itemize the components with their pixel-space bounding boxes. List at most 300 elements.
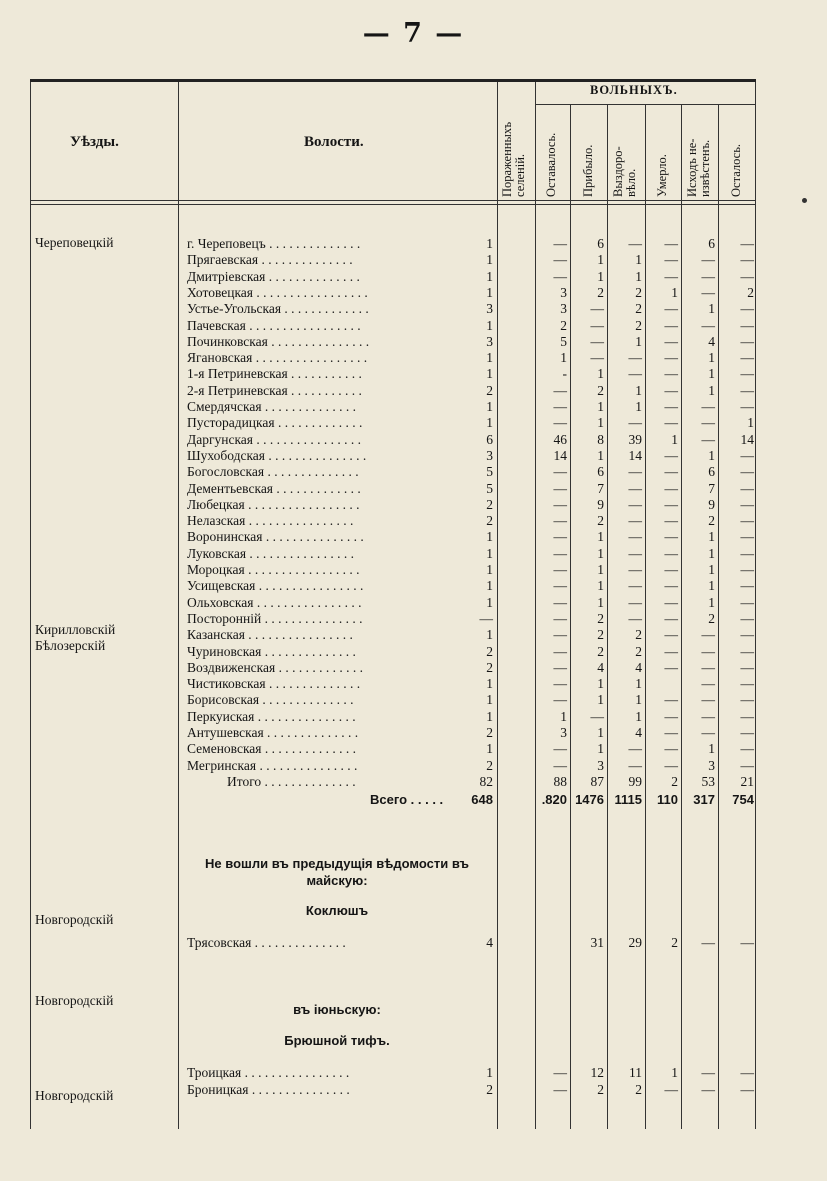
table-cell: 1 [486, 708, 493, 724]
table-cell: — [628, 757, 642, 773]
table-cell: 1 [635, 708, 642, 724]
table-cell: 1 [597, 741, 604, 757]
table-row [30, 415, 756, 431]
table-cell: 2 [486, 757, 493, 773]
table-cell: — [664, 692, 678, 708]
table-cell: 2 [560, 317, 567, 333]
header-subrule [535, 104, 756, 105]
volost-name: Итого . . . . . . . . . . . . . . [227, 773, 356, 789]
table-cell: 3 [597, 757, 604, 773]
table-cell: 6 [708, 236, 715, 251]
table-cell: 5 [560, 333, 567, 349]
volost-name: Воронинская . . . . . . . . . . . . . . . [187, 529, 364, 545]
table-cell: 1 [597, 529, 604, 545]
table-cell: — [701, 1082, 715, 1097]
table-cell: 1 [597, 692, 604, 708]
table-row [30, 366, 756, 382]
table-cell: 1476 [575, 792, 604, 808]
volost-name: Чистиковская . . . . . . . . . . . . . . [187, 676, 361, 692]
table-cell: — [740, 725, 754, 740]
table-cell: 1 [486, 236, 493, 251]
table-cell: 2 [635, 317, 642, 333]
table-cell: — [740, 659, 754, 675]
table-row [30, 644, 756, 660]
table-cell: 2 [486, 643, 493, 659]
table-cell: 1 [747, 415, 754, 431]
volost-name: Устье-Угольская . . . . . . . . . . . . . [187, 301, 369, 317]
table-cell: — [553, 562, 567, 577]
table-cell: 53 [701, 773, 715, 789]
table-cell: 1 [671, 284, 678, 300]
table-cell: — [664, 333, 678, 349]
table-cell: — [590, 317, 604, 333]
table-cell: — [664, 480, 678, 496]
table-cell: — [664, 350, 678, 366]
table-cell: — [628, 415, 642, 431]
table-row [30, 792, 756, 808]
table-cell: — [590, 301, 604, 317]
table-row [30, 269, 756, 285]
table-cell: — [701, 643, 715, 659]
table-cell: 1 [635, 382, 642, 398]
table-cell: 1 [486, 415, 493, 431]
volost-name: Борисовская . . . . . . . . . . . . . . [187, 692, 354, 708]
table-cell: — [740, 252, 754, 268]
table-cell: — [701, 659, 715, 675]
section-title-june: въ іюньскую: [293, 1002, 381, 1017]
table-cell: — [628, 741, 642, 757]
table-cell: — [590, 333, 604, 349]
table-row [30, 660, 756, 676]
uezd-novgorodsky: Новгородскій [35, 912, 114, 927]
table-cell: 1 [560, 350, 567, 366]
table-cell: 2 [635, 627, 642, 643]
table-cell: — [701, 1065, 715, 1080]
volost-name: Ольховская . . . . . . . . . . . . . . . . [187, 594, 362, 610]
table-cell: — [664, 464, 678, 480]
table-row [30, 546, 756, 562]
table-cell: 12 [590, 1065, 604, 1080]
disease-title-koklyush: Коклюшъ [305, 903, 369, 918]
volost-name: Троицкая . . . . . . . . . . . . . . . . [187, 1065, 350, 1080]
volost-name: Прягаевская . . . . . . . . . . . . . . [187, 252, 353, 268]
table-cell: — [701, 708, 715, 724]
table-cell: — [740, 708, 754, 724]
table-cell: 2 [671, 935, 678, 950]
table-cell: — [553, 464, 567, 480]
table-cell: — [740, 317, 754, 333]
table-cell: — [740, 366, 754, 382]
table-cell: — [740, 741, 754, 757]
table-cell: — [664, 741, 678, 757]
table-cell: — [740, 350, 754, 366]
table-cell: — [664, 529, 678, 545]
header-porazhennykh: Пораженныхъ селеній. [500, 121, 527, 197]
table-cell: 1 [708, 545, 715, 561]
table-cell: 2 [597, 513, 604, 529]
table-cell: — [553, 610, 567, 626]
table-cell: 7 [597, 480, 604, 496]
table-cell: — [740, 513, 754, 529]
table-cell: 14 [628, 447, 642, 463]
volost-name: Чуриновская . . . . . . . . . . . . . . [187, 643, 356, 659]
table-cell: — [740, 643, 754, 659]
table-cell: 1 [486, 692, 493, 708]
volost-name: Броницкая . . . . . . . . . . . . . . . [187, 1082, 350, 1097]
volost-name: Даргунская . . . . . . . . . . . . . . . . [187, 431, 362, 447]
volost-name: Усищевская . . . . . . . . . . . . . . . . [187, 578, 364, 594]
volost-name: Дементьевская . . . . . . . . . . . . . [187, 480, 361, 496]
table-cell: — [740, 935, 754, 950]
table-cell: 3 [560, 301, 567, 317]
table-cell: — [628, 610, 642, 626]
table-cell: 2 [597, 610, 604, 626]
table-cell: — [664, 382, 678, 398]
volost-name: Пачевская . . . . . . . . . . . . . . . . . [187, 317, 361, 333]
table-cell: 4 [635, 659, 642, 675]
table-cell: — [553, 529, 567, 545]
table-cell: — [701, 268, 715, 284]
table-cell: — [664, 757, 678, 773]
volost-name: Шухободская . . . . . . . . . . . . . . . [187, 447, 367, 463]
table-cell: — [740, 578, 754, 594]
table-cell: — [664, 447, 678, 463]
table-cell: 1 [486, 594, 493, 610]
table-cell: — [664, 578, 678, 594]
table-cell: 4 [708, 333, 715, 349]
table-cell: — [553, 594, 567, 610]
table-cell: 2 [486, 725, 493, 740]
table-row [30, 399, 756, 415]
table-cell: 1 [708, 529, 715, 545]
table-cell: 1 [597, 676, 604, 692]
table-cell: — [740, 268, 754, 284]
table-cell: 1 [635, 399, 642, 414]
table-cell: — [701, 431, 715, 447]
table-cell: 1 [635, 676, 642, 692]
table-cell: 1 [486, 350, 493, 366]
table-cell: — [664, 317, 678, 333]
table-cell: 2 [486, 382, 493, 398]
table-cell: 1 [597, 268, 604, 284]
table-cell: — [701, 317, 715, 333]
table-row [30, 529, 756, 545]
header-uezdy: Уѣзды. [70, 134, 119, 150]
table-cell: — [740, 529, 754, 545]
table-cell: — [664, 725, 678, 740]
volost-name: Посторонній . . . . . . . . . . . . . . . [187, 610, 363, 626]
table-cell: — [553, 480, 567, 496]
table-cell: — [628, 350, 642, 366]
table-cell: 3 [486, 447, 493, 463]
table-cell: — [553, 643, 567, 659]
table-cell: 1 [708, 366, 715, 382]
table-cell: — [740, 447, 754, 463]
table-row [30, 611, 756, 627]
table-cell: — [553, 741, 567, 757]
table-cell: 1 [708, 741, 715, 757]
volost-name: Ягановская . . . . . . . . . . . . . . . . . [187, 350, 368, 366]
volost-name: Мороцкая . . . . . . . . . . . . . . . . . [187, 562, 360, 577]
table-cell: 6 [597, 464, 604, 480]
table-row [30, 497, 756, 513]
table-cell: 8 [597, 431, 604, 447]
table-row [30, 432, 756, 448]
header-volnykh: ВОЛЬНЫХЪ. [590, 83, 678, 97]
table-row [30, 236, 756, 252]
table-cell: — [740, 236, 754, 251]
table-cell: 1 [486, 627, 493, 643]
table-cell: — [740, 399, 754, 414]
table-cell: — [701, 627, 715, 643]
table-row [30, 252, 756, 268]
table-cell: — [590, 350, 604, 366]
table-cell: — [553, 236, 567, 251]
volost-name: Починковская . . . . . . . . . . . . . . . [187, 333, 370, 349]
table-row [30, 464, 756, 480]
uezd-belozersky: Бѣлозерскій [35, 638, 106, 653]
table-top-rule [30, 79, 756, 82]
table-row [30, 481, 756, 497]
table-row [30, 383, 756, 399]
table-cell: 1 [597, 594, 604, 610]
table-cell: — [701, 284, 715, 300]
table-cell: 1 [635, 333, 642, 349]
ink-dot [802, 198, 807, 203]
table-cell: 1 [708, 594, 715, 610]
table-cell: 2 [486, 496, 493, 512]
table-cell: — [553, 252, 567, 268]
table-cell: — [553, 627, 567, 643]
table-cell: — [740, 610, 754, 626]
header-ostalos: Осталось. [729, 143, 743, 197]
table-cell: 1 [597, 399, 604, 414]
table-cell: — [553, 513, 567, 529]
table-cell: 21 [740, 773, 754, 789]
table-row [30, 709, 756, 725]
table-cell: — [664, 708, 678, 724]
table-cell: 1 [486, 252, 493, 268]
volost-name: Антушевская . . . . . . . . . . . . . . [187, 725, 359, 740]
volost-name: Хотовецкая . . . . . . . . . . . . . . . . . [187, 284, 368, 300]
uezd-novgorodsky: Новгородскій [35, 993, 114, 1008]
table-cell: 88 [553, 773, 567, 789]
volost-name: Нелазская . . . . . . . . . . . . . . . . [187, 513, 354, 529]
table-cell: 1 [560, 708, 567, 724]
table-cell: — [628, 366, 642, 382]
table-cell: — [664, 594, 678, 610]
table-cell: — [740, 757, 754, 773]
table-cell: — [740, 382, 754, 398]
table-cell: 2 [635, 284, 642, 300]
table-cell: — [740, 480, 754, 496]
table-cell: 1 [708, 562, 715, 577]
table-cell: — [628, 496, 642, 512]
table-cell: — [553, 399, 567, 414]
table-cell: 1 [486, 578, 493, 594]
table-cell: 4 [635, 725, 642, 740]
table-cell: — [664, 610, 678, 626]
table-row [30, 741, 756, 757]
volost-name: 2-я Петриневская . . . . . . . . . . . [187, 382, 362, 398]
table-row [30, 448, 756, 464]
table-cell: 3 [486, 333, 493, 349]
table-row [30, 350, 756, 366]
table-row [30, 301, 756, 317]
table-cell: — [740, 1082, 754, 1097]
table-cell: 11 [629, 1065, 642, 1080]
table-cell: 2 [597, 284, 604, 300]
table-row [30, 676, 756, 692]
table-row [30, 285, 756, 301]
table-cell: 1 [597, 578, 604, 594]
volost-name: Всего . . . . . [370, 792, 444, 808]
table-cell: — [701, 676, 715, 692]
table-cell: 2 [486, 513, 493, 529]
table-cell: 1 [486, 284, 493, 300]
table-cell: — [701, 399, 715, 414]
table-cell: .820 [541, 792, 567, 808]
table-cell: 1 [708, 301, 715, 317]
table-row [30, 725, 756, 741]
table-cell: 1 [635, 252, 642, 268]
table-cell: 6 [597, 236, 604, 251]
table-cell: 6 [708, 464, 715, 480]
table-cell: 2 [671, 773, 678, 789]
table-cell: 2 [597, 382, 604, 398]
table-cell: 1 [486, 268, 493, 284]
table-cell: 1115 [614, 792, 642, 808]
table-cell: 14 [740, 431, 754, 447]
table-cell: 1 [486, 317, 493, 333]
table-cell: 99 [628, 773, 642, 789]
table-cell: 4 [486, 935, 493, 950]
volost-name: Богословская . . . . . . . . . . . . . . [187, 464, 359, 480]
table-cell: — [740, 545, 754, 561]
table-cell: 1 [486, 676, 493, 692]
table-cell: 2 [708, 513, 715, 529]
volost-name: Трясовская . . . . . . . . . . . . . . [187, 935, 346, 950]
table-cell: — [664, 415, 678, 431]
table-cell: — [701, 692, 715, 708]
table-cell: 3 [560, 725, 567, 740]
table-cell: — [664, 252, 678, 268]
header-volosti: Волости. [304, 134, 364, 150]
table-cell: 2 [635, 1082, 642, 1097]
table-cell: 1 [708, 447, 715, 463]
volost-name: Дмитріевская . . . . . . . . . . . . . . [187, 268, 360, 284]
table-cell: 2 [597, 627, 604, 643]
table-cell: — [740, 594, 754, 610]
table-cell: — [740, 1065, 754, 1080]
header-iskhod: Исходъ не- извѣстенъ. [685, 138, 712, 197]
table-cell: 1 [486, 1065, 493, 1080]
table-row [30, 513, 756, 529]
table-cell: - [562, 366, 567, 382]
table-cell: — [628, 562, 642, 577]
volost-name: Луковская . . . . . . . . . . . . . . . . [187, 545, 355, 561]
table-cell: — [701, 415, 715, 431]
table-cell: 2 [708, 610, 715, 626]
table-cell: — [664, 627, 678, 643]
table-cell: — [479, 610, 493, 626]
table-cell: 1 [486, 562, 493, 577]
table-cell: 1 [635, 268, 642, 284]
uezd-kirillovsky: Кирилловскій [35, 622, 116, 637]
table-row [30, 595, 756, 611]
table-cell: — [553, 578, 567, 594]
table-cell: — [740, 301, 754, 317]
table-cell: — [628, 464, 642, 480]
table-cell: — [628, 594, 642, 610]
table-cell: — [553, 676, 567, 692]
table-cell: 4 [597, 659, 604, 675]
table-cell: — [553, 496, 567, 512]
table-cell: — [628, 578, 642, 594]
volost-name: Пусторадицкая . . . . . . . . . . . . . [187, 415, 363, 431]
table-cell: 1 [597, 545, 604, 561]
table-cell: 754 [732, 792, 754, 808]
table-cell: 2 [635, 643, 642, 659]
table-cell: — [740, 562, 754, 577]
table-cell: 1 [708, 578, 715, 594]
table-cell: 29 [628, 935, 642, 950]
table-row [30, 318, 756, 334]
table-cell: 2 [747, 284, 754, 300]
table-cell: — [553, 757, 567, 773]
table-cell: — [590, 708, 604, 724]
table-cell: 1 [597, 562, 604, 577]
table-cell: — [664, 399, 678, 414]
table-cell: — [701, 725, 715, 740]
table-cell: 110 [657, 792, 678, 808]
table-cell: 1 [597, 252, 604, 268]
table-cell: 31 [590, 935, 604, 950]
volost-name: г. Череповецъ . . . . . . . . . . . . . . [187, 236, 361, 251]
page-number: — 7 — [362, 18, 465, 49]
table-cell: 6 [486, 431, 493, 447]
table-cell: 1 [486, 529, 493, 545]
section-title-may: Не вошли въ предыдущія вѣдомости въ майскую: [205, 856, 469, 888]
table-cell: 2 [486, 1082, 493, 1097]
uezd-cherepovetsky: Череповецкій [35, 235, 114, 250]
volost-name: Любецкая . . . . . . . . . . . . . . . . . [187, 496, 360, 512]
table-cell: 1 [597, 366, 604, 382]
table-cell: 1 [635, 692, 642, 708]
table-cell: — [553, 268, 567, 284]
table-cell: 1 [597, 447, 604, 463]
header-ostavalos: Оставалось. [544, 132, 558, 197]
table-cell: — [664, 1082, 678, 1097]
table-cell: — [553, 1082, 567, 1097]
table-cell: — [740, 627, 754, 643]
table-cell: 14 [553, 447, 567, 463]
table-cell: — [628, 545, 642, 561]
table-cell: 1 [486, 366, 493, 382]
table-cell: — [664, 659, 678, 675]
statistics-table [30, 79, 756, 1129]
table-cell: 2 [635, 301, 642, 317]
table-cell: 1 [486, 741, 493, 757]
header-pribylo: Прибыло. [581, 144, 595, 197]
volost-name: Перкуиская . . . . . . . . . . . . . . . [187, 708, 356, 724]
table-cell: — [628, 480, 642, 496]
table-cell: 1 [708, 382, 715, 398]
table-cell: — [701, 252, 715, 268]
table-cell: 82 [479, 773, 493, 789]
table-cell: 3 [486, 301, 493, 317]
table-cell: 1 [597, 415, 604, 431]
